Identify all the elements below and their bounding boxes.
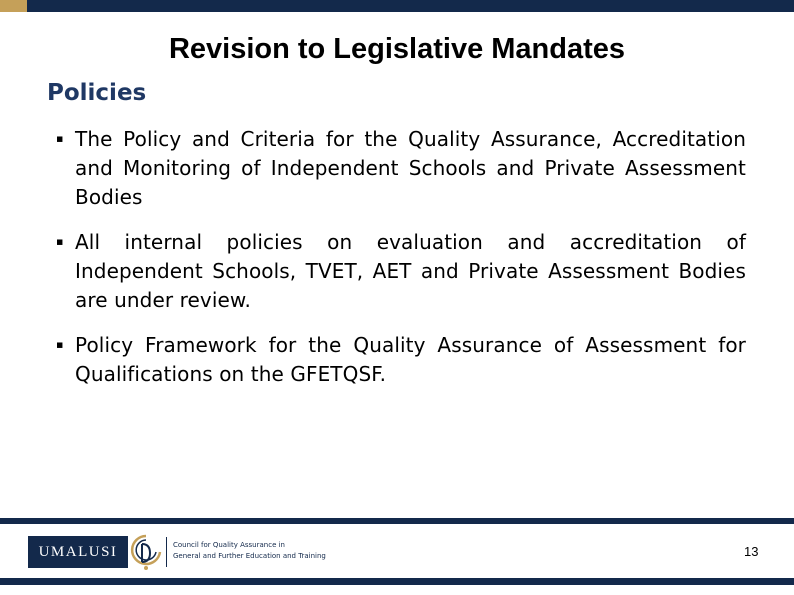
bullet-text: All internal policies on evaluation and accreditation of Independent Schools, TVET, AET and Private Assessment Bodies are under review. — [75, 230, 746, 312]
list-item — [56, 331, 746, 389]
slide-title: Revision to Legislative Mandates — [168, 33, 626, 65]
umalusi-logo — [28, 536, 128, 568]
bullet-icon: ▪ — [56, 132, 64, 145]
section-heading: Policies — [47, 80, 147, 106]
logo-divider — [166, 537, 167, 567]
bullet-text: The Policy and Criteria for the Quality Assurance, Accreditation and Monitoring of Independent Schools and Private Assessment Bodies — [75, 127, 746, 209]
list-item — [56, 125, 746, 212]
council-line-2: General and Further Education and Training — [173, 552, 326, 560]
footer-bar-bottom — [0, 578, 794, 585]
logo-text: UMALUSI — [38, 543, 118, 560]
council-name — [173, 540, 326, 562]
top-accent — [0, 0, 27, 12]
list-item — [56, 228, 746, 315]
council-line-1: Council for Quality Assurance in — [173, 541, 285, 549]
footer-bar-top — [0, 518, 794, 524]
bullet-text: Policy Framework for the Quality Assurance of Assessment for Qualifications on the GFETQSF. — [75, 333, 746, 386]
top-bar — [0, 0, 794, 12]
bullet-icon: ▪ — [56, 338, 64, 351]
page-number: 13 — [744, 544, 759, 559]
bullet-icon: ▪ — [56, 235, 64, 248]
bullet-list — [56, 125, 746, 405]
umalusi-emblem-icon — [130, 532, 162, 572]
